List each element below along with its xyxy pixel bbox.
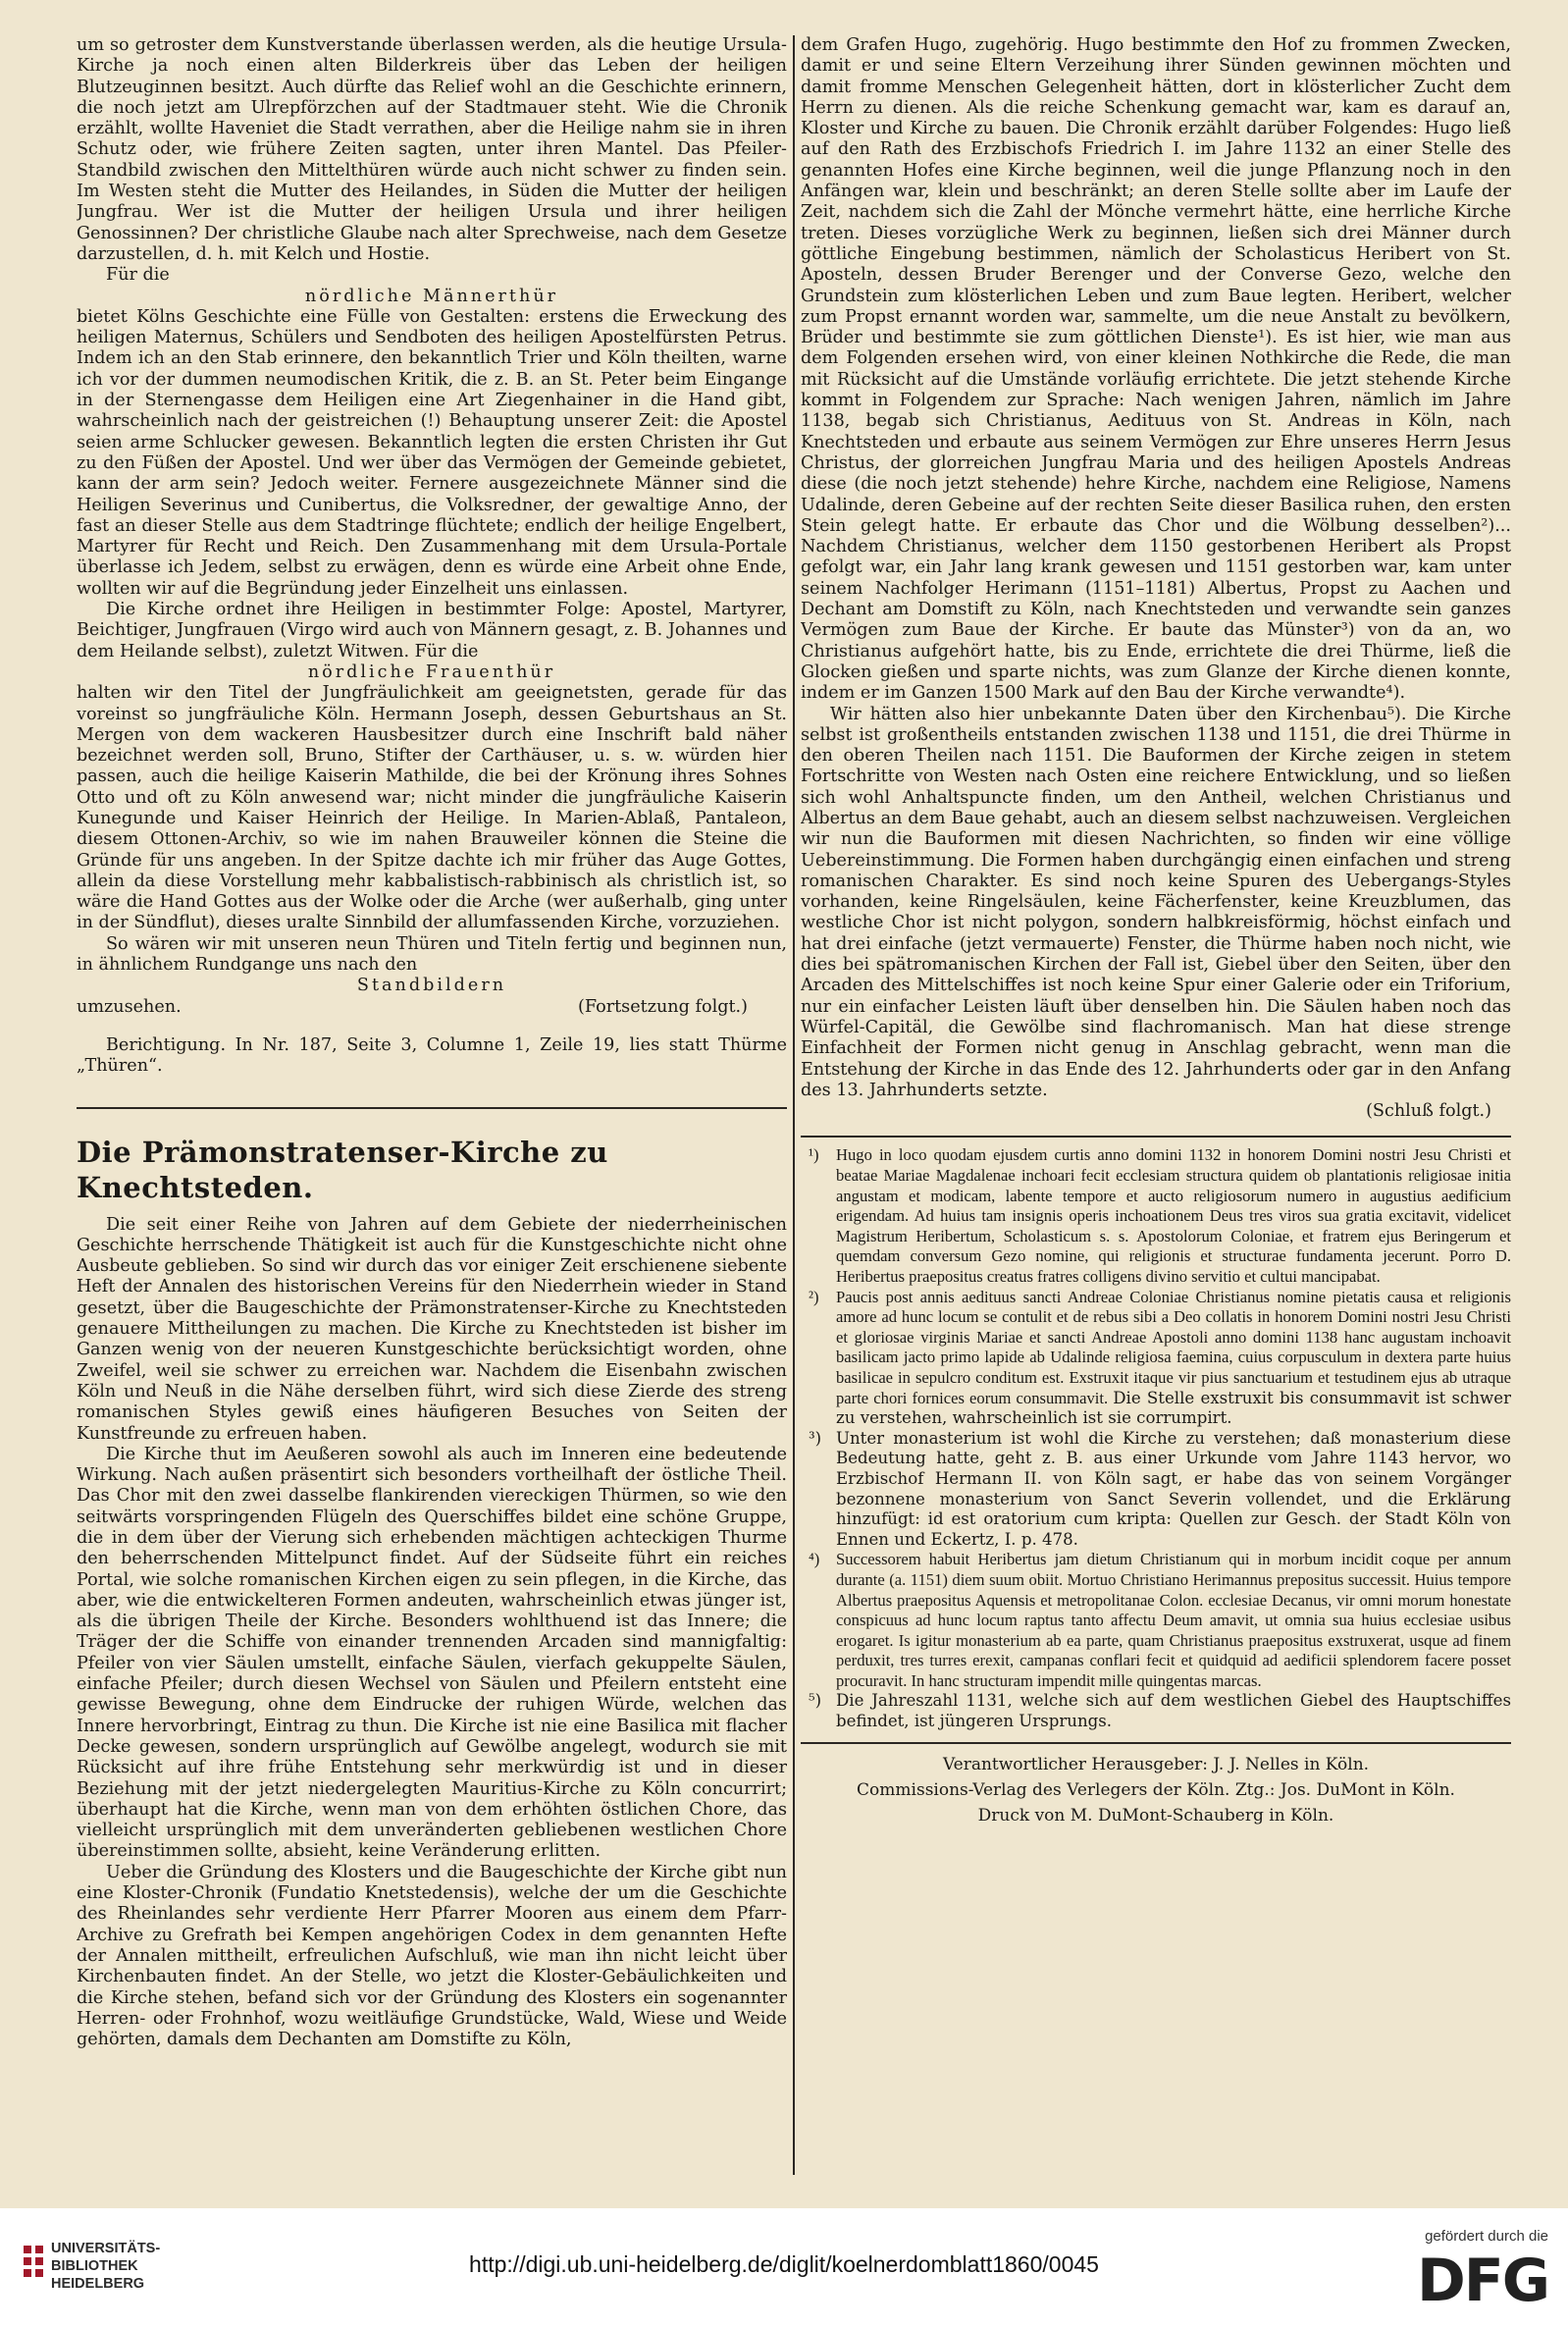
paragraph: Die seit einer Reihe von Jahren auf dem Gebiete der niederrheinischen Geschichte herrschende Thätigkeit ist auch für die Kunstgeschichte nicht ohne Ausbeute geblieben. So sind wir durch das vor einiger Zeit erschienene siebente Heft der Annalen des historischen Vereins für den Niederrhein wieder in Stand gesetzt, über die Baugeschichte der Prämonstratenser-Kirche zu Knechtsteden genauere Mittheilungen zu machen. Die Kirche zu Knechtsteden ist bisher im Ganzen wenig von der neueren Kunstgeschichte berücksichtigt worden, ohne Zweifel, weil sie schwer zu erreichen war. Nachdem die Eisenbahn zwischen Köln und Neuß in die Nähe derselben führt, wird sich diese Zierde des streng romanischen Styles gewiß eines häufigeren Besuches von Seiten der Kunstfreunde zu erfreuen haben. bbox=[77, 1214, 787, 1444]
paragraph: dem Grafen Hugo, zugehörig. Hugo bestimmte den Hof zu frommen Zwecken, damit er und seine Eltern Verzeihung ihrer Sünden gewinnen möchten und damit fromme Menschen Gelegenheit hätten, dort in klösterlicher Zucht dem Herrn zu dienen. Als die reiche Schenkung gemacht war, kam es darauf an, Kloster und Kirche zu bauen. Die Chronik erzählt darüber Folgendes: Hugo ließ auf den Rath des Erzbischofs Friedrich I. im Jahre 1132 an einer Stelle des genannten Hofes eine Kirche beginnen, weil die junge Pflanzung noch in den Anfängen war, klein und beschränkt; an deren Stelle sollte aber im Laufe der Zeit, nachdem sich die Zahl der Mönche vermehrt hätte, eine herrliche Kirche treten. Dieses vorzügliche Werk zu beginnen, ließen sich drei Männer durch göttliche Eingebung bestimmen, nämlich der Scholasticus Heribert von St. Aposteln, dessen Bruder Berenger und der Converse Gezo, welche den Grundstein zum klösterlichen Leben und zum Baue legten. Heribert, welcher zum Propst ernannt worden war, sammelte, um die neue Anstalt zu bevölkern, Brüder und bestimmte sie zum göttlichen Dienste¹). Es ist hier, wie man aus dem Folgenden ersehen wird, von einer kleinen Nothkirche die Rede, die man mit Rücksicht auf die Umstände vorläufig errichtete. Die jetzt stehende Kirche kommt in Folgendem zur Sprache: Nach wenigen Jahren, nämlich im Jahre 1138, begab sich Christianus, Aedituus von St. Andreas in Köln, nach Knechtsteden und erbaute aus seinem Vermögen zur Ehre unseres Herrn Jesus Christus, der glorreichen Jungfrau Maria und des heiligen Apostels Andreas diese (die noch jetzt stehende) hehre Kirche, nachdem eine Religiose, Namens Udalinde, deren Gebeine auf der rechten Seite dieser Basilica ruhen, den ersten Stein gelegt hatte. Er erbaute das Chor und die Wölbung desselben²)... Nachdem Christianus, welcher dem 1150 gestorbenen Heribert als Propst gefolgt war, ein Jahr lang krank gewesen und 1151 gestorben war, kam unter seinem Nachfolger Herimann (1151–1181) Albertus, Propst zu Aachen und Dechant am Domstift zu Köln, nach Knechtsteden und verwandte sein ganzes Vermögen zum Baue der Kirche. Er baute das Münster³) von da an, wo Christianus aufgehört hatte, bis zu Ende, errichtete die drei Thürme, ließ die Glocken gießen und sparte nichts, was zum Glanze der Kirche dienen konnte, indem er im Ganzen 1500 Mark auf den Bau der Kirche verwandte⁴). bbox=[801, 35, 1511, 704]
footnote-2 bbox=[801, 1288, 1511, 1429]
left-column bbox=[77, 35, 787, 2175]
paragraph: Die Kirche ordnet ihre Heiligen in bestimmter Folge: Apostel, Martyrer, Beichtiger, Jungfrauen (Virgo wird auch von Männern gesagt, z. B. Johannes und dem Heilande selbst), zuletzt Witwen. Für die bbox=[77, 600, 787, 661]
footnote-mark: ¹) bbox=[809, 1145, 819, 1165]
footnote-text: Successorem habuit Heribertus jam dietum Christianum qui in morbum incidit coque per annum durante (a. 1151) diem suum obiit. Mortuo Christiano Herimannus prepositus successit. Huius tempore Albertus praepositus Aquensis et metropolitanae Colon. ecclesiae Decanus, vir omni morum honestate conspicuus ad hunc locum raptus tanto affectu Deum amavit, ut omnia sua huius ecclesiae usibus erogaret. Is igitur monasterium ab ea parte, quam Christianus praepositus exstruxerat, usque ad finem perduxit, tres turres erexit, campanas conflari fecit et quidquid ad aedificii splendorem facere posset procuravit. In hanc structuram impendit mille quingentas marcas. bbox=[836, 1550, 1511, 1690]
paragraph: um so getroster dem Kunstverstande überlassen werden, als die heutige Ursula-Kirche ja noch einen alten Bilderkreis über das Leben der heiligen Blutzeuginnen besitzt. Auch dürfte das Relief wohl an die Geschichte erinnern, die noch jetzt am Ulrepförzchen auf der Stadtmauer steht. Wie die Chronik erzählt, wollte Haveniet die Stadt verrathen, aber die Heilige nahm sie in ihren Schutz oder, wie frühere Zeiten sagten, unter ihren Mantel. Das Pfeiler-Standbild zwischen den Mittelthüren würde auch nicht schwer zu finden sein. Im Westen steht die Mutter des Heilandes, in Süden die Mutter der heiligen Jungfrau. Wer ist die Mutter der heiligen Ursula und ihrer heiligen Genossinnen? Der christliche Glaube nach alter Sprechweise, nach dem Gesetze darzustellen, d. h. mit Kelch und Hostie. bbox=[77, 35, 787, 264]
footnote-text: Die Stelle exstruxit bis consummavit ist schwer zu verstehen, wahrscheinlich ist sie corrumpirt. bbox=[836, 1388, 1511, 1428]
funding-note: gefördert durch die bbox=[1425, 2228, 1548, 2245]
footnote-5 bbox=[801, 1691, 1511, 1731]
footnote-mark: ²) bbox=[809, 1287, 819, 1306]
paragraph: So wären wir mit unseren neun Thüren und Titeln fertig und beginnen nun, in ähnlichem Rundgange uns nach den bbox=[77, 933, 787, 976]
column-divider bbox=[793, 35, 795, 2175]
text-line: umzusehen. bbox=[77, 996, 182, 1017]
text-line: Für die bbox=[106, 265, 170, 286]
logo-line: BIBLIOTHEK bbox=[51, 2258, 138, 2274]
paragraph: Ueber die Gründung des Klosters und die Baugeschichte der Kirche gibt nun eine Kloster-Chronik (Fundatio Knetstedensis), welche der um die Geschichte des Rheinlandes sehr verdiente Herr Pfarrer Mooren aus einem dem Pfarr-Archive zu Grefrath bei Kempen angehörigen Codex in dem genannten Hefte der Annalen mittheilt, erfreulichen Aufschluß, wie man ihn nicht leicht über Kirchenbauten findet. An der Stelle, wo jetzt die Kloster-Gebäulichkeiten und die Kirche stehen, befand sich vor der Gründung des Klosters ein sogenannter Herren- oder Frohnhof, wozu weitläufige Grundstücke, Wald, Wiese und Weide gehörten, damals dem Dechanten am Domstifte zu Köln, bbox=[77, 1862, 787, 2050]
footnote-mark: ³) bbox=[809, 1428, 822, 1448]
paragraph: bietet Kölns Geschichte eine Fülle von Gestalten: erstens die Erweckung des heiligen Maternus, Schülers und Sendboten des heiligen Apostelfürsten Petrus. Indem ich an den Stab erinnere, den bekanntlich Trier und Köln theilten, warne ich vor der dummen neumodischen Kritik, die z. B. an St. Peter beim Eingange in der Sternengasse dem Heiligen eine Art Ziegenhainer in die Hand gibt, wahrscheinlich nach der geistreichen (!) Behauptung unserer Zeit: die Apostel seien arme Schlucker gewesen. Bekanntlich legten die ersten Christen ihr Gut zu den Füßen der Apostel. Und wer über das Vermögen der Gemeinde gebietet, kann der arm sein? Jedoch weiter. Fernere ausgezeichnete Männer sind die Heiligen Severinus und Cunibertus, die Volksredner, der gewaltige Anno, der fast an dieser Stelle aus dem Stadtringe flüchtete; endlich der heilige Engelbert, Martyrer für Recht und Reich. Den Zusammenhang mit dem Ursula-Portale überlasse ich Jedem, selbst zu erwägen, denn es würde eine Arbeit ohne Ende, wollten wir auf die Begründung jeder Einzelheit uns einlassen. bbox=[77, 306, 787, 599]
paragraph: Wir hätten also hier unbekannte Daten über den Kirchenbau⁵). Die Kirche selbst ist großentheils entstanden zwischen 1138 und 1151, die drei Thürme in den oberen Theilen nach 1151. Die Bauformen der Kirche zeigen in stetem Fortschritte von Westen nach Osten eine reichere Entwicklung, und so ließen sich wohl Anhaltspuncte finden, um den Antheil, welchen Christianus und Albertus an dem Baue gehabt, auch an diesem selbst nachzuweisen. Vergleichen wir nun die Bauformen mit diesen Nachrichten, so finden wir eine völlige Uebereinstimmung. Die Formen haben durchgängig einen einfachen und streng romanischen Charakter. Es sind noch keine Spuren des Uebergangs-Styles vorhanden, keine Ringelsäulen, keine Fächerfenster, keine Kreuzblumen, das westliche Chor ist nicht polygon, sondern halbkreisförmig, höchst einfach und hat drei einfache (jetzt vermauerte) Fenster, die Thürme haben noch nicht, wie dies bei spätromanischen Kirchen der Fall ist, Giebel über den Seiten, über den Arcaden des Mittelschiffes ist noch keine Spur einer Galerie oder ein Triforium, nur ein einfacher Leisten läuft über denselben hin. Die Säulen haben noch das Würfel-Capitäl, die Gewölbe sind flachromanisch. Man hat diese strenge Einfachheit der Formen nicht genug in Anschlag gebracht, wenn man die Entstehung der Kirche in das Ende des 12. Jahrhunderts oder gar in den Anfang des 13. Jahrhunderts setzte. bbox=[801, 704, 1511, 1100]
dfg-logo: DFG bbox=[1416, 2247, 1548, 2315]
closing-line bbox=[77, 997, 787, 1018]
paragraph: halten wir den Titel der Jungfräulichkeit am geeignetsten, gerade für das voreinst so jungfräuliche Köln. Hermann Joseph, dessen Geburtshaus an St. Mergen von dem wackeren Hausbesitzer durch eine Inschrift bald näher bezeichnet werden soll, Bruno, Stifter der Carthäuser, u. s. w. würden hier passen, auch die heilige Kaiserin Mathilde, die bei der Krönung ihres Sohnes Otto und oft zu Köln anwesend war; nicht minder die jungfräuliche Kaiserin Kunegunde und Kaiser Heinrich der Heilige. In Marien-Ablaß, Pantaleon, diesem Ottonen-Archiv, so wie im nahen Brauweiler können die Steine die Gründe für uns angeben. In der Spitze dachte ich mir früher das Auge Gottes, allein da diese Vorstellung mehr kabbalistisch-rabbinisch als christlich ist, so wäre die Hand Gottes aus der Wolke oder die Arche (wer außerhalb, ging unter in der Sündflut), dieses uralte Sinnbild der allumfassenden Kirche, vorzuziehen. bbox=[77, 683, 787, 933]
footnote-divider bbox=[801, 1136, 1511, 1138]
paragraph: Die Kirche thut im Aeußeren sowohl als auch im Inneren eine bedeutende Wirkung. Nach außen präsentirt sich besonders vortheilhaft der östliche Theil. Das Chor mit den zwei dasselbe flankirenden viereckigen Thürmen, so wie den seitwärts vorspringenden Flügeln des Querschiffes bildet eine schöne Gruppe, die in dem über der Vierung sich erhebenden mächtigen achteckigen Thurme den beherrschenden Mittelpunct findet. Auf der Südseite führt ein reiches Portal, wie solche romanischen Kirchen eigen zu sein pflegen, in die Kirche, das aber, wie die entwickelteren Formen andeuten, wahrscheinlich etwas jünger ist, als die übrigen Theile der Kirche. Besonders wohlthuend ist das Innere; die Träger der die Schiffe von einander trennenden Arcaden sind mannigfaltig: Pfeiler von vier Säulen umstellt, einfache Säulen, vierfach gekuppelte Säulen, einfache Pfeiler; durch diesen Wechsel von Säulen und Pfeilern entsteht eine gewisse Bewegung, ohne dem Eindrucke der ruhigen Würde, welchen das Innere hervorbringt, Eintrag zu thun. Die Kirche ist nie eine Basilica mit flacher Decke gewesen, sondern ursprünglich auf Gewölbe angelegt, wodurch sie mit Rücksicht auf ihre frühe Entstehung sehr merkwürdig ist und in dieser Beziehung mit der jetzt niedergelegten Mauritius-Kirche zu Köln concurrirt; überhaupt hat die Kirche, wenn man von dem erhöhten östlichen Chore, das vielleicht ursprünglich mit dem unveränderten gebliebenen westlichen Chore übereinstimmen sollte, absieht, keine Veränderung erlitten. bbox=[77, 1444, 787, 1862]
footnote-4 bbox=[801, 1550, 1511, 1691]
footnote-mark: ⁵) bbox=[809, 1691, 822, 1711]
footnote-text: Paucis post annis aedituus sancti Andreae Coloniae Christianus nomine pietatis causa et religionis amore ad hunc locum se contulit et de rebus sibi a Deo collatis in honorem Domini nostri Jesu Christi et gloriosae virginis Mariae et sancti Andreae Apostoli anno domini 1138 hanc augustam inchoavit basilicam jacto primo lapide ab Udalinde religiosa faemina, cuius corpusculum in dextera parte huius basilicae in sepulcro conditum est. Exstruxit itaque vir pius sanctuarium et testudinem ejus ab utraque parte chori fornices eorum consummavit. bbox=[836, 1287, 1511, 1407]
divider bbox=[77, 1107, 787, 1109]
footnote-3 bbox=[801, 1429, 1511, 1551]
footnote-text: Die Jahreszahl 1131, welche sich auf dem westlichen Giebel des Hauptschiffes befindet, ist jüngeren Ursprungs. bbox=[836, 1691, 1511, 1731]
subheading-frauenthuer: nördliche Frauenthür bbox=[307, 661, 556, 682]
footnote-text: Unter monasterium ist wohl die Kirche zu verstehen; daß monasterium diese Bedeutung hatte, geht z. B. aus einer Urkunde vom Jahre 1143 hervor, wo Erzbischof Hermann II. von Köln sagt, er habe das von seinem Vorgänger bezonnene monasterium von Sanct Severin vollendet, und die Erklärung hinzufügt: id est oratorium cum kripta: Quellen zur Gesch. der Stadt Köln von Ennen und Eckertz, I. p. 478. bbox=[836, 1428, 1511, 1549]
logo-line: UNIVERSITÄTS- bbox=[51, 2241, 161, 2256]
correction-note: Berichtigung. In Nr. 187, Seite 3, Columne 1, Zeile 19, lies statt Thürme „Thüren“. bbox=[77, 1034, 787, 1077]
continuation-note: (Fortsetzung folgt.) bbox=[578, 996, 748, 1017]
footnote-text: Hugo in loco quodam ejusdem curtis anno domini 1132 in honorem Domini nostri Jesu Christi et beatae Mariae Magdalenae inchoari fecit ecclesiam structura quidem ob plantationis religiosae initia angustam et modicam, labente tempore et aucto religiosorum numero in augustius aedificium erigendam. Ad huius tam insignis operis inchoationem Deus tres viros sua gratia excitavit, videlicet Magistrum Heribertum, Scholasticum s. s. Apostolorum Coloniae, et fratrem ejus Beringerum et quemdam conversum Gezo nomine, qui religionis et structurae fundamenta jecerunt. Porro D. Heribertus praepositus creatus fratres colligens divino servitio et cultui mancipabat. bbox=[836, 1145, 1511, 1286]
subheading-standbildern: Standbildern bbox=[356, 976, 507, 996]
logo-line: HEIDELBERG bbox=[51, 2276, 145, 2292]
subheading-maennerthuer: nördliche Männerthür bbox=[304, 286, 559, 306]
imprint-printer: Druck von M. DuMont-Schauberg in Köln. bbox=[977, 1805, 1334, 1825]
right-column bbox=[801, 35, 1511, 2175]
imprint-publisher: Commissions-Verlag des Verlegers der Köln. Ztg.: Jos. DuMont in Köln. bbox=[857, 1779, 1455, 1800]
source-url[interactable]: http://digi.ub.uni-heidelberg.de/diglit/koelnerdomblatt1860/0045 bbox=[469, 2251, 1099, 2277]
imprint-divider bbox=[801, 1742, 1511, 1744]
article-headline: Die Prämonstratenser-Kirche zu Knechtsteden. bbox=[77, 1135, 608, 1204]
footer-bar bbox=[0, 2208, 1568, 2328]
continuation-note: (Schluß folgt.) bbox=[1366, 1101, 1491, 1122]
imprint-editor: Verantwortlicher Herausgeber: J. J. Nelles in Köln. bbox=[942, 1754, 1370, 1774]
footnote-1 bbox=[801, 1145, 1511, 1287]
footnote-mark: ⁴) bbox=[809, 1550, 820, 1569]
